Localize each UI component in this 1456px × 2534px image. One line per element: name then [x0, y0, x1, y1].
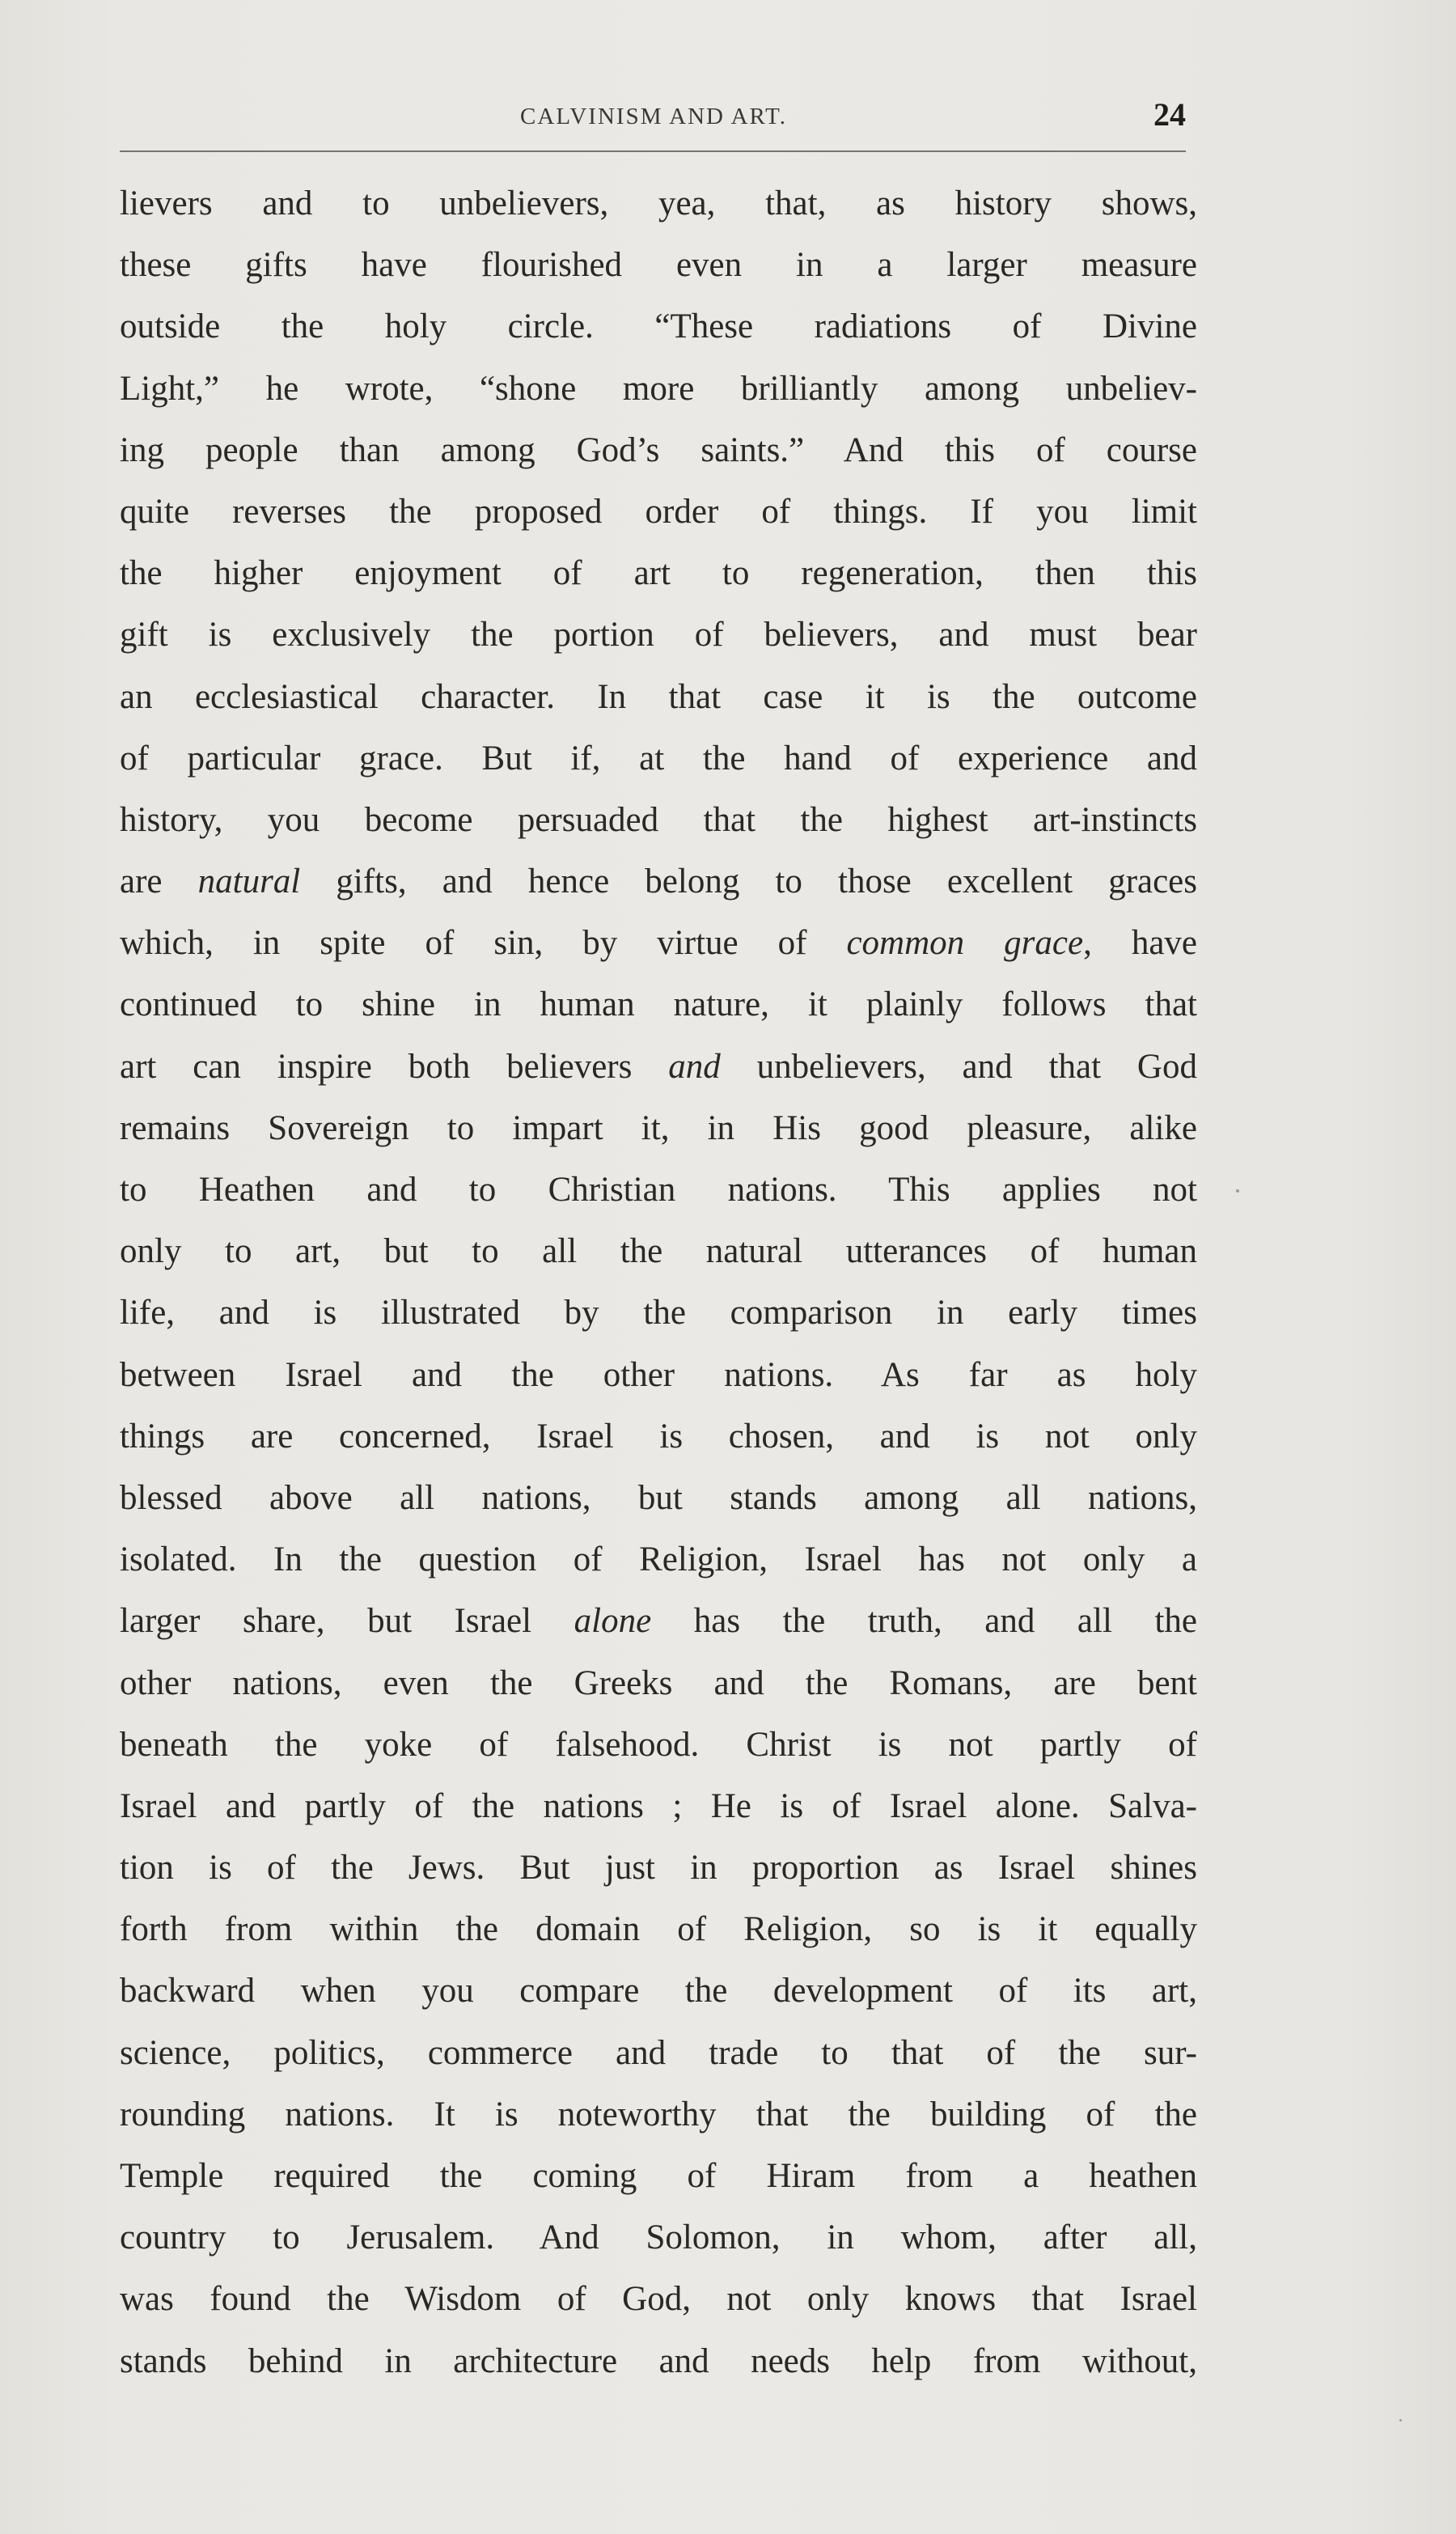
text-run: history, you become persuaded that the highest art-instincts: [120, 800, 1197, 839]
text-run: has the truth, and all the: [651, 1602, 1197, 1641]
text-line: [120, 2336, 1197, 2397]
italic-text: common grace: [846, 924, 1084, 963]
text-run: backward when you compare the development of its art,: [120, 1972, 1197, 2011]
text-line: [120, 1164, 1197, 1226]
text-line: [120, 917, 1197, 979]
text-line: [120, 672, 1197, 733]
text-run: ing people than among God’s saints.” And this of course: [120, 430, 1197, 469]
text-line: [120, 1595, 1197, 1657]
text-run: an ecclesiastical character. In that case it is the outcome: [120, 677, 1197, 716]
body-text: [120, 178, 1197, 2397]
text-run: blessed above all nations, but stands among all nations,: [120, 1478, 1197, 1517]
text-line: [120, 178, 1197, 239]
text-line: [120, 856, 1197, 917]
text-run: gift is exclusively the portion of believers, and must bear: [120, 616, 1197, 655]
text-run: quite reverses the proposed order of things. If you limit: [120, 492, 1197, 531]
text-run: life, and is illustrated by the comparison in early times: [120, 1294, 1197, 1333]
text-line: [120, 1842, 1197, 1904]
text-run: larger share, but Israel: [120, 1602, 574, 1641]
text-line: [120, 1781, 1197, 1842]
text-run: remains Sovereign to impart it, in His good pleasure, alike: [120, 1108, 1197, 1147]
text-line: [120, 239, 1197, 301]
text-run: which, in spite of sin, by virtue of: [120, 924, 847, 963]
page-number: 24: [1153, 96, 1186, 133]
text-run: lievers and to unbelievers, yea, that, as history shows,: [120, 184, 1197, 222]
text-line: [120, 425, 1197, 486]
text-run: Temple required the coming of Hiram from a heathen: [120, 2157, 1197, 2195]
text-line: [120, 609, 1197, 671]
text-line: [120, 2028, 1197, 2089]
text-run: are: [120, 862, 198, 901]
text-run: tion is of the Jews. But just in proportion as Israel shines: [120, 1849, 1197, 1888]
text-run: rounding nations. It is noteworthy that the building of the: [120, 2095, 1197, 2134]
text-line: [120, 1411, 1197, 1473]
text-line: [120, 2089, 1197, 2151]
italic-text: alone: [574, 1602, 652, 1641]
text-run: isolated. In the question of Religion, Israel has not only a: [120, 1540, 1197, 1579]
text-run: other nations, even the Greeks and the Romans, are bent: [120, 1663, 1197, 1702]
text-run: gifts, and hence belong to those excellent graces: [300, 862, 1197, 901]
header-rule: [120, 150, 1186, 152]
text-line: [120, 486, 1197, 548]
text-line: [120, 795, 1197, 856]
text-line: [120, 2273, 1197, 2335]
text-line: [120, 1534, 1197, 1595]
text-line: [120, 1719, 1197, 1781]
text-line: [120, 2212, 1197, 2273]
italic-text: natural: [197, 862, 301, 901]
text-run: Light,” he wrote, “shone more brilliantly among unbeliev-: [120, 369, 1197, 408]
text-line: [120, 1226, 1197, 1287]
text-run: Israel and partly of the nations ; He is of Israel alone. Salva-: [120, 1786, 1197, 1825]
text-line: [120, 1473, 1197, 1534]
text-line: [120, 1658, 1197, 1719]
text-run: forth from within the domain of Religion, so is it equally: [120, 1910, 1197, 1949]
text-line: [120, 1103, 1197, 1164]
text-line: [120, 301, 1197, 362]
text-run: to Heathen and to Christian nations. This applies not: [120, 1171, 1197, 1209]
text-run: was found the Wisdom of God, not only knows that Israel: [120, 2280, 1197, 2319]
text-line: [120, 1041, 1197, 1103]
text-run: beneath the yoke of falsehood. Christ is not partly of: [120, 1725, 1197, 1764]
text-run: between Israel and the other nations. As far as holy: [120, 1355, 1197, 1394]
text-line: [120, 733, 1197, 795]
text-line: [120, 1287, 1197, 1349]
text-run: these gifts have flourished even in a larger measure: [120, 246, 1197, 285]
text-line: [120, 979, 1197, 1040]
text-run: continued to shine in human nature, it plainly follows that: [120, 985, 1197, 1024]
text-line: [120, 1904, 1197, 1965]
text-run: unbelievers, and that God: [720, 1047, 1197, 1086]
text-run: art can inspire both believers: [120, 1047, 669, 1086]
text-run: the higher enjoyment of art to regeneration, then this: [120, 554, 1197, 593]
text-line: [120, 363, 1197, 425]
text-run: science, politics, commerce and trade to that of the sur-: [120, 2033, 1197, 2072]
text-line: [120, 548, 1197, 609]
text-run: outside the holy circle. “These radiations of Divine: [120, 307, 1197, 346]
text-run: things are concerned, Israel is chosen, and is not only: [120, 1417, 1197, 1456]
text-run: stands behind in architecture and needs help from without,: [120, 2341, 1197, 2380]
text-line: [120, 1350, 1197, 1411]
paper-speck: [1236, 1189, 1239, 1193]
text-run: country to Jerusalem. And Solomon, in whom, after all,: [120, 2218, 1197, 2257]
italic-text: and: [668, 1047, 721, 1086]
running-head: [121, 95, 1186, 152]
text-line: [120, 1965, 1197, 2027]
text-line: [120, 2151, 1197, 2212]
paper-speck: [1399, 2419, 1402, 2422]
text-run: of particular grace. But if, at the hand of experience and: [120, 739, 1197, 778]
running-title: CALVINISM AND ART.: [520, 104, 787, 129]
text-run: , have: [1083, 924, 1197, 963]
text-run: only to art, but to all the natural utterances of human: [120, 1232, 1197, 1271]
